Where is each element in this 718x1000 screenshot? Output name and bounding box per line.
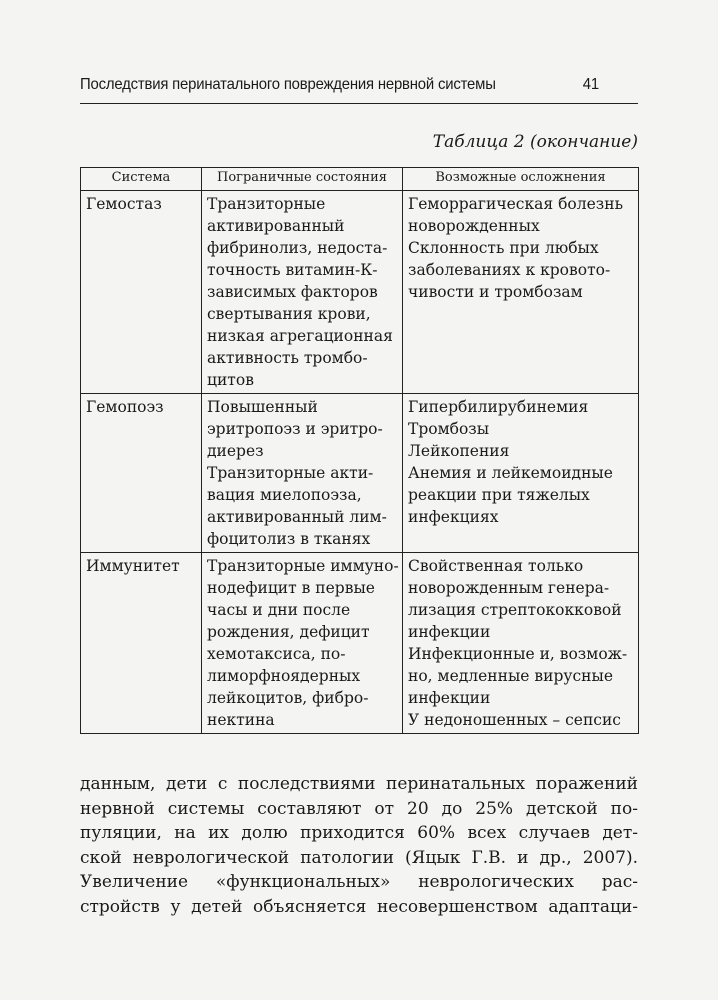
cell-line: низкая агрегационная bbox=[207, 327, 393, 345]
column-header-system: Система bbox=[81, 168, 202, 191]
cell-line: Транзиторные bbox=[207, 195, 326, 213]
cell-complications bbox=[403, 191, 639, 394]
cell-line: но, медленные вирусные bbox=[408, 667, 614, 685]
data-table bbox=[80, 167, 639, 734]
cell-line: фибринолиз, недоста- bbox=[207, 239, 388, 257]
table-header-row bbox=[81, 168, 639, 191]
cell-line: часы и дни после bbox=[207, 601, 351, 619]
header-rule bbox=[80, 103, 638, 104]
running-head bbox=[80, 76, 599, 94]
cell-line: диерез bbox=[207, 442, 264, 460]
cell-line: Транзиторные иммуно- bbox=[207, 557, 399, 575]
cell-line: лизация стрептококковой bbox=[408, 601, 622, 619]
cell-line: хемотаксиса, по- bbox=[207, 645, 346, 663]
cell-line: Гипербилирубинемия bbox=[408, 398, 589, 416]
column-header-borderline: Пограничные состояния bbox=[202, 168, 403, 191]
cell-system bbox=[81, 394, 202, 553]
cell-complications bbox=[403, 394, 639, 553]
cell-line: зависимых факторов bbox=[207, 283, 378, 301]
body-line: ской неврологической патологии (Яцык Г.В. и др., 2007). bbox=[80, 847, 638, 868]
cell-line: Тромбозы bbox=[408, 420, 490, 438]
body-line: Увеличение «функциональных» неврологических рас- bbox=[80, 872, 638, 892]
cell-line: У недоношенных – сепсис bbox=[408, 711, 621, 729]
cell-complications bbox=[403, 553, 639, 734]
cell-line: инфекциях bbox=[408, 508, 499, 526]
body-line: нервной системы составляют от 20 до 25% детской по- bbox=[80, 798, 638, 819]
cell-line: Инфекционные и, возмож- bbox=[408, 645, 628, 663]
cell-line: реакции при тяжелых bbox=[408, 486, 590, 504]
cell-line: фоцитолиз в тканях bbox=[207, 530, 371, 548]
cell-line: инфекции bbox=[408, 623, 491, 641]
cell-line: вация миелопоэза, bbox=[207, 486, 362, 504]
page-number: 41 bbox=[582, 76, 599, 93]
table-row bbox=[81, 553, 639, 734]
table-row bbox=[81, 191, 639, 394]
cell-line: активированный лим- bbox=[207, 508, 387, 526]
cell-borderline bbox=[202, 553, 403, 734]
cell-line: лейкоцитов, фибро- bbox=[207, 689, 369, 707]
body-line: пуляции, на их долю приходится 60% всех случаев дет- bbox=[80, 823, 638, 843]
cell-line: активированный bbox=[207, 217, 345, 235]
cell-line: Транзиторные акти- bbox=[207, 464, 374, 482]
cell-line: нектина bbox=[207, 711, 275, 729]
cell-line: заболеваниях к кровото- bbox=[408, 261, 611, 279]
cell-line: новорожденных bbox=[408, 217, 540, 235]
cell-line: чивости и тромбозам bbox=[408, 283, 583, 301]
table-row bbox=[81, 394, 639, 553]
system-name: Гемостаз bbox=[86, 195, 162, 213]
cell-line: Склонность при любых bbox=[408, 239, 599, 257]
body-line: данным, дети с последствиями перинатальных поражений bbox=[80, 774, 638, 794]
cell-line: эритропоэз и эритро- bbox=[207, 420, 383, 438]
table-caption: Таблица 2 (окончание) bbox=[432, 132, 638, 152]
cell-line: свертывания крови, bbox=[207, 305, 371, 323]
cell-system bbox=[81, 553, 202, 734]
cell-system bbox=[81, 191, 202, 394]
body-paragraph bbox=[80, 772, 638, 919]
cell-line: Лейкопения bbox=[408, 442, 510, 460]
cell-line: Геморрагическая болезнь bbox=[408, 195, 624, 213]
running-head-title: Последствия перинатального повреждения нервной системы bbox=[80, 76, 496, 93]
body-line: стройств у детей объясняется несовершенством адаптаци- bbox=[80, 896, 638, 917]
cell-line: активность тромбо- bbox=[207, 349, 368, 367]
cell-borderline bbox=[202, 394, 403, 553]
cell-line: лиморфноядерных bbox=[207, 667, 361, 685]
system-name: Иммунитет bbox=[86, 557, 180, 575]
cell-line: нодефицит в первые bbox=[207, 579, 375, 597]
cell-line: рождения, дефицит bbox=[207, 623, 370, 641]
cell-line: Свойственная только bbox=[408, 557, 584, 575]
cell-line: новорожденным генера- bbox=[408, 579, 610, 597]
cell-line: цитов bbox=[207, 371, 254, 389]
system-name: Гемопоэз bbox=[86, 398, 164, 416]
cell-borderline bbox=[202, 191, 403, 394]
cell-line: инфекции bbox=[408, 689, 491, 707]
column-header-complications: Возможные осложнения bbox=[403, 168, 639, 191]
cell-line: Повышенный bbox=[207, 398, 318, 416]
cell-line: Анемия и лейкемоидные bbox=[408, 464, 613, 482]
cell-line: точность витамин-К- bbox=[207, 261, 378, 279]
